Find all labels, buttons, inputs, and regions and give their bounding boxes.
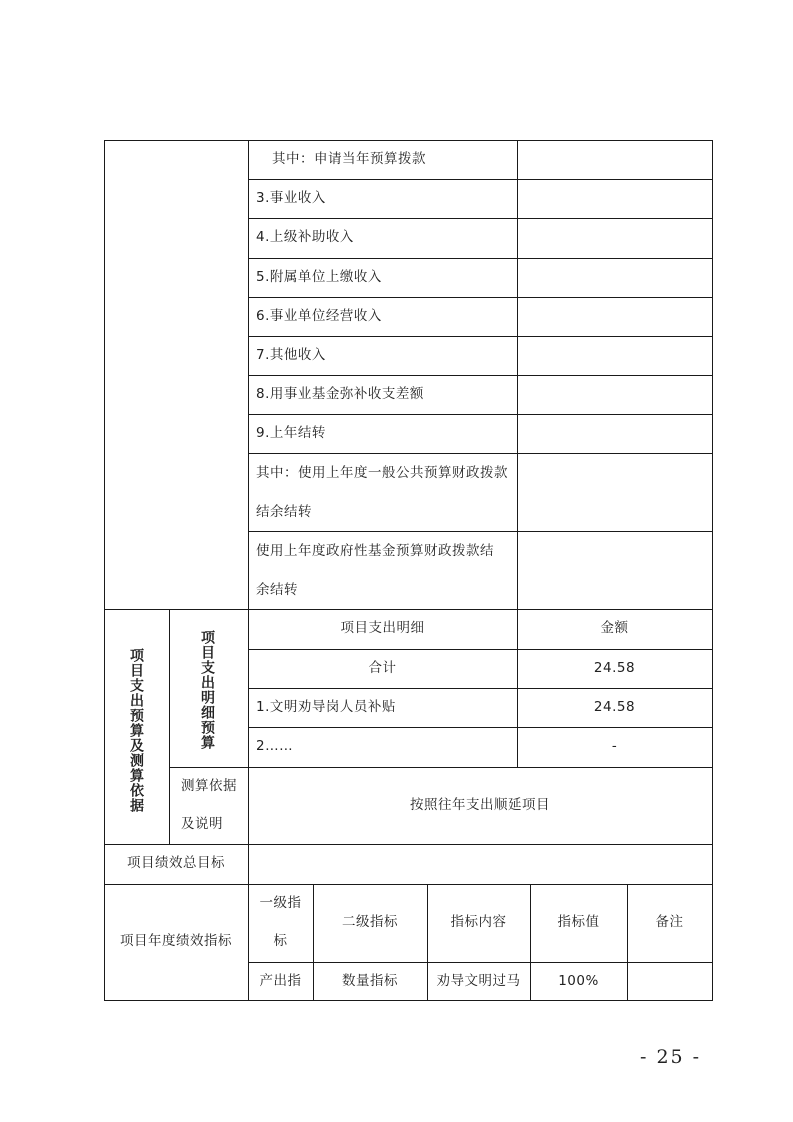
annual-indicator-label: 项目年度绩效指标 <box>120 933 232 949</box>
funding-row-label: 其中：申请当年预算拨款 <box>272 151 426 167</box>
basis-label-line2: 及说明 <box>181 816 223 832</box>
grid-line <box>248 531 713 532</box>
carryover-fund-line1: 使用上年度政府性基金预算财政拨款结 <box>256 543 494 559</box>
detail-header-item: 项目支出明细 <box>340 620 425 636</box>
indicator-cell-level1: 产出指 <box>259 973 302 989</box>
grid-line <box>248 179 713 180</box>
grid-line <box>248 453 713 454</box>
grid-line <box>248 375 713 376</box>
grid-line <box>104 609 713 610</box>
grid-line <box>248 297 713 298</box>
detail-label: 项目支出明细预算 <box>199 630 215 750</box>
grid-line <box>248 962 713 963</box>
carryover-general-line2: 结余结转 <box>256 504 312 520</box>
indicator-header-value: 指标值 <box>557 914 600 930</box>
detail-row-item: 2…… <box>256 738 294 754</box>
grid-line <box>248 140 249 884</box>
basis-label-line1: 测算依据 <box>181 778 237 794</box>
table-border <box>104 140 713 141</box>
indicator-header-level1-line2: 标 <box>273 933 288 949</box>
section-label: 项目支出预算及测算依据 <box>128 648 144 813</box>
funding-row-label: 3.事业收入 <box>256 190 326 206</box>
indicator-cell-level2: 数量指标 <box>342 973 398 989</box>
basis-text: 按照往年支出顺延项目 <box>410 797 550 813</box>
table-border <box>712 140 713 1001</box>
grid-line <box>248 727 713 728</box>
detail-row-item: 1.文明劝导岗人员补贴 <box>256 699 396 715</box>
funding-row-label: 5.附属单位上缴收入 <box>256 269 382 285</box>
grid-line <box>104 884 713 885</box>
grid-line <box>248 258 713 259</box>
grid-line <box>169 767 713 768</box>
grid-line <box>248 649 713 650</box>
indicator-header-level2: 二级指标 <box>342 914 398 930</box>
page-number: - 25 - <box>640 1046 702 1068</box>
grid-line <box>248 336 713 337</box>
detail-header-amount: 金额 <box>600 620 629 636</box>
indicator-cell-value: 100% <box>558 973 599 989</box>
grid-line <box>248 688 713 689</box>
indicator-header-remark: 备注 <box>655 914 684 930</box>
grid-line <box>169 609 170 844</box>
detail-row-item: 合计 <box>368 660 397 676</box>
indicator-cell-content: 劝导文明过马 <box>436 973 521 989</box>
grid-line <box>627 884 628 1001</box>
funding-row-label: 7.其他收入 <box>256 347 326 363</box>
detail-row-amount: 24.58 <box>593 660 636 676</box>
funding-row-label: 9.上年结转 <box>256 425 326 441</box>
grid-line <box>248 414 713 415</box>
carryover-general-line1: 其中：使用上年度一般公共预算财政拨款 <box>256 465 508 481</box>
grid-line <box>104 844 713 845</box>
carryover-fund-line2: 余结转 <box>256 582 298 598</box>
grid-line <box>248 218 713 219</box>
funding-row-label: 4.上级补助收入 <box>256 229 354 245</box>
indicator-header-level1-line1: 一级指 <box>259 895 302 911</box>
funding-row-label: 8.用事业基金弥补收支差额 <box>256 386 424 402</box>
funding-row-label: 6.事业单位经营收入 <box>256 308 382 324</box>
detail-row-amount: 24.58 <box>593 699 636 715</box>
overall-goal-label: 项目绩效总目标 <box>127 855 225 871</box>
table-border <box>104 140 105 1001</box>
detail-row-amount: - <box>611 738 618 754</box>
indicator-header-content: 指标内容 <box>450 914 507 930</box>
table-border <box>104 1000 713 1001</box>
